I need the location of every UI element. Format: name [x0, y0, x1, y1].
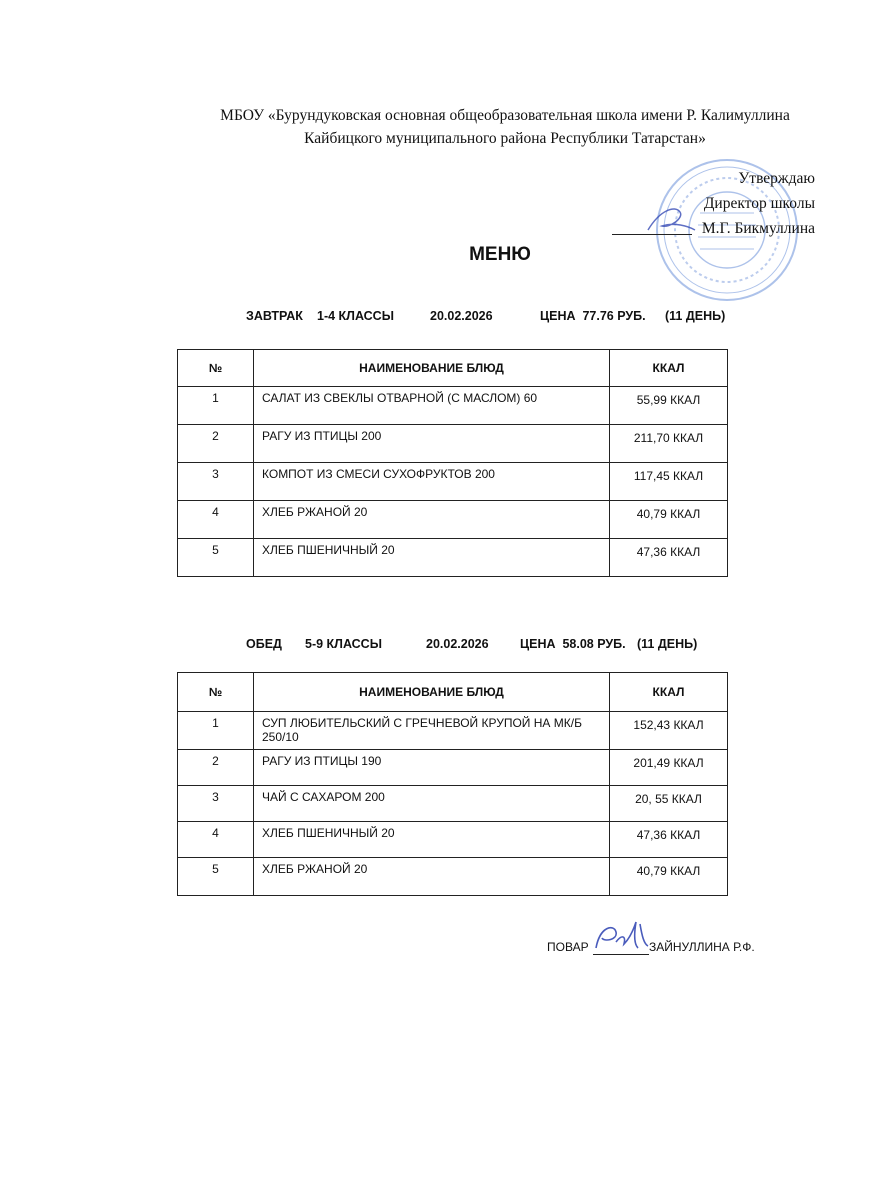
row-kcal: 47,36 ККАЛ — [610, 539, 728, 577]
cook-name: ЗАЙНУЛЛИНА Р.Ф. — [649, 940, 755, 954]
table-row — [178, 463, 728, 501]
approval-position: Директор школы — [703, 195, 815, 212]
table-row — [178, 539, 728, 577]
row-dish: ХЛЕБ РЖАНОЙ 20 — [254, 858, 610, 896]
row-num: 1 — [178, 387, 254, 425]
row-num: 2 — [178, 425, 254, 463]
table-row — [178, 387, 728, 425]
table-row — [178, 712, 728, 750]
row-num: 4 — [178, 501, 254, 539]
director-signature-icon — [640, 200, 700, 240]
row-kcal: 211,70 ККАЛ — [610, 425, 728, 463]
lunch-date: 20.02.2026 — [426, 637, 489, 651]
row-dish: РАГУ ИЗ ПТИЦЫ 200 — [254, 425, 610, 463]
row-kcal: 20, 55 ККАЛ — [610, 786, 728, 822]
row-kcal: 152,43 ККАЛ — [610, 712, 728, 750]
row-kcal: 40,79 ККАЛ — [610, 858, 728, 896]
row-num: 1 — [178, 712, 254, 750]
cook-label: ПОВАР — [547, 940, 589, 954]
school-header — [150, 104, 860, 150]
table-row — [178, 501, 728, 539]
table-row — [178, 858, 728, 896]
row-dish: КОМПОТ ИЗ СМЕСИ СУХОФРУКТОВ 200 — [254, 463, 610, 501]
table-header-row — [178, 350, 728, 387]
row-kcal: 55,99 ККАЛ — [610, 387, 728, 425]
column-kcal: ККАЛ — [610, 673, 728, 712]
breakfast-date: 20.02.2026 — [430, 309, 493, 323]
table-row — [178, 822, 728, 858]
row-num: 3 — [178, 786, 254, 822]
breakfast-table — [177, 349, 728, 577]
column-dish: НАИМЕНОВАНИЕ БЛЮД — [254, 673, 610, 712]
lunch-day: (11 ДЕНЬ) — [637, 637, 698, 651]
lunch-table — [177, 672, 728, 896]
column-kcal: ККАЛ — [610, 350, 728, 387]
page-title: МЕНЮ — [469, 244, 531, 265]
approval-label: Утверждаю — [738, 170, 815, 187]
row-kcal: 40,79 ККАЛ — [610, 501, 728, 539]
breakfast-day: (11 ДЕНЬ) — [665, 309, 726, 323]
school-line-1: МБОУ «Бурундуковская основная общеобразовательная школа имени Р. Калимуллина — [220, 107, 790, 124]
row-dish: ЧАЙ С САХАРОМ 200 — [254, 786, 610, 822]
breakfast-price: ЦЕНА 77.76 РУБ. — [540, 309, 646, 323]
breakfast-meal: ЗАВТРАК — [246, 309, 303, 323]
row-num: 4 — [178, 822, 254, 858]
table-row — [178, 750, 728, 786]
column-num: № — [178, 350, 254, 387]
row-num: 2 — [178, 750, 254, 786]
row-dish: РАГУ ИЗ ПТИЦЫ 190 — [254, 750, 610, 786]
lunch-classes: 5-9 КЛАССЫ — [305, 637, 382, 651]
row-kcal: 201,49 ККАЛ — [610, 750, 728, 786]
school-line-2: Кайбицкого муниципального района Республики Татарстан» — [304, 130, 706, 147]
table-row — [178, 786, 728, 822]
lunch-meal: ОБЕД — [246, 637, 282, 651]
row-num: 3 — [178, 463, 254, 501]
approval-name: М.Г. Бикмуллина — [701, 220, 815, 237]
row-kcal: 117,45 ККАЛ — [610, 463, 728, 501]
row-dish: ХЛЕБ РЖАНОЙ 20 — [254, 501, 610, 539]
column-num: № — [178, 673, 254, 712]
row-dish: САЛАТ ИЗ СВЕКЛЫ ОТВАРНОЙ (С МАСЛОМ) 60 — [254, 387, 610, 425]
column-dish: НАИМЕНОВАНИЕ БЛЮД — [254, 350, 610, 387]
breakfast-classes: 1-4 КЛАССЫ — [317, 309, 394, 323]
table-row — [178, 425, 728, 463]
row-kcal: 47,36 ККАЛ — [610, 822, 728, 858]
row-dish: СУП ЛЮБИТЕЛЬСКИЙ С ГРЕЧНЕВОЙ КРУПОЙ НА МК/Б 250/10 — [254, 712, 610, 750]
row-num: 5 — [178, 539, 254, 577]
row-dish: ХЛЕБ ПШЕНИЧНЫЙ 20 — [254, 539, 610, 577]
lunch-price: ЦЕНА 58.08 РУБ. — [520, 637, 626, 651]
row-num: 5 — [178, 858, 254, 896]
row-dish: ХЛЕБ ПШЕНИЧНЫЙ 20 — [254, 822, 610, 858]
table-header-row — [178, 673, 728, 712]
